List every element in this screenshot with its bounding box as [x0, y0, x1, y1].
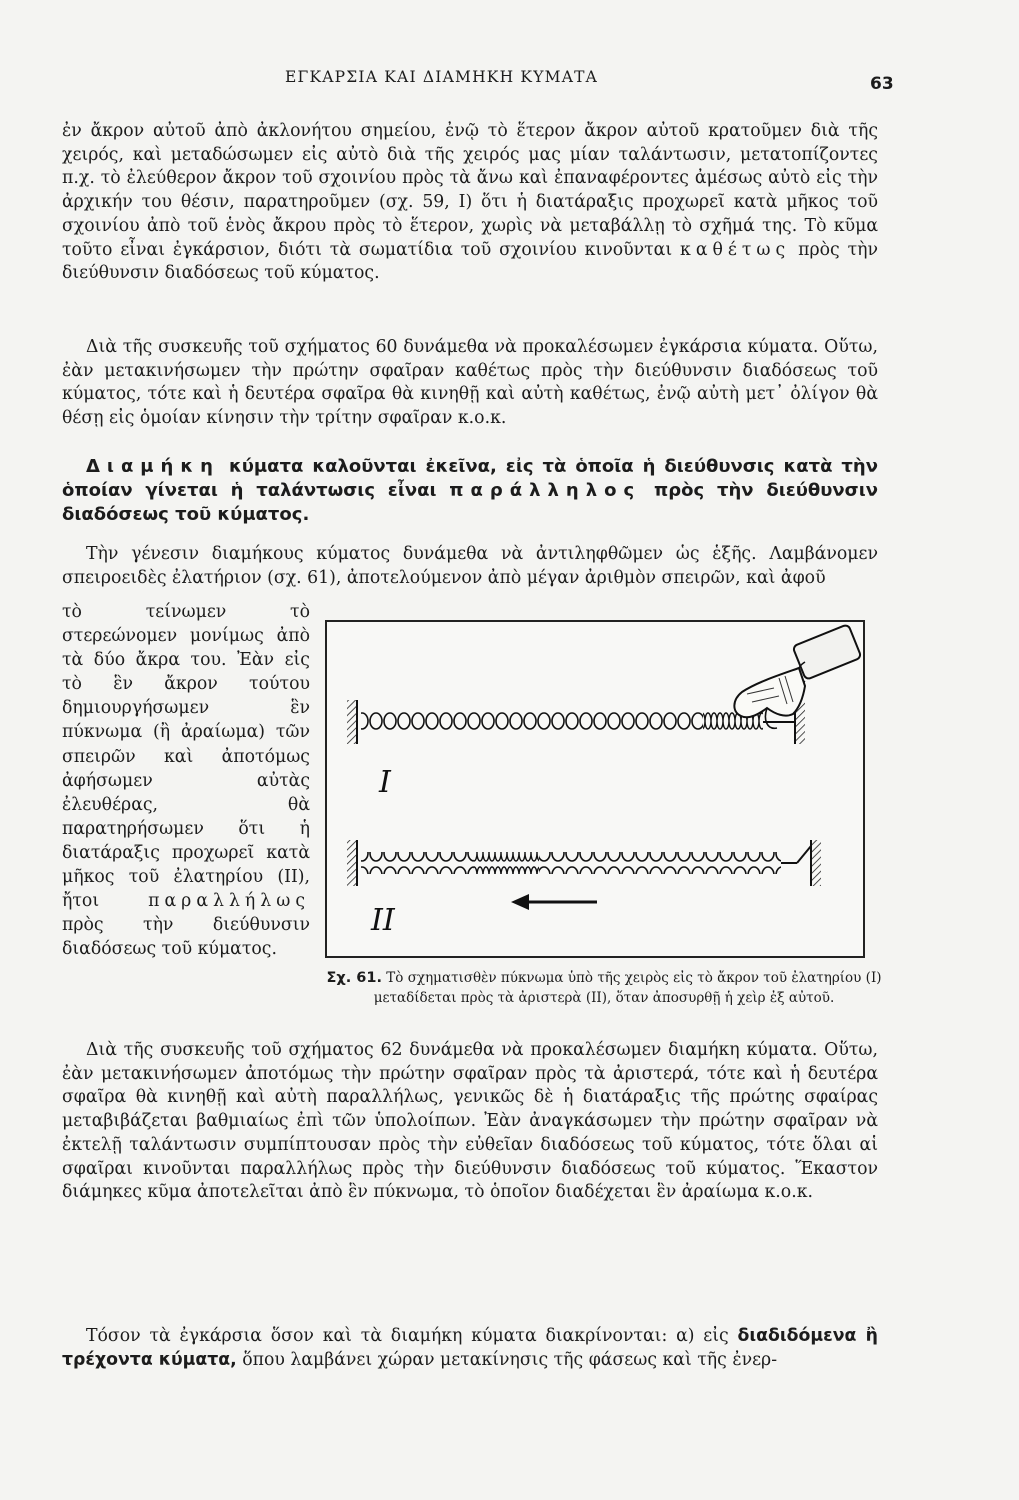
p5-text-a: Τόσον τὰ ἐγκάρσια ὅσον καὶ τὰ διαμήκη κύματα διακρίνονται: α) εἰς: [86, 1326, 729, 1346]
paragraph-transverse-rope: [62, 120, 878, 286]
caption-text: Τὸ σχηματισθὲν πύκνωμα ὑπὸ τῆς χειρὸς εἰς τὸ ἄκρον τοῦ ἐλατηρίου (Ι) μεταδίδεται πρὸς τὰ ἀριστερὰ (ΙΙ), ὅταν ἀποσυρθῇ ἡ χεὶρ ἐξ αὐτοῦ.: [373, 970, 882, 1006]
label-two: II: [371, 903, 395, 938]
col-text-a: τὸ τείνωμεν τὸ στερεώνομεν μονίμως ἀπὸ τὰ δύο ἄκρα του. Ἐὰν εἰς τὸ ἓν ἄκρον τούτου δημιουργήσωμεν ἓν πύκνωμα (ἢ ἀραίωμα) τῶν σπειρῶν καὶ ἀποτόμως ἀφήσωμεν αὐτὰς ἐλευθέρας, θὰ παρατηρήσωμεν ὅτι ἡ διατάραξις προχωρεῖ κατὰ μῆκος τοῦ ἐλατηρίου (ΙΙ), ἤτοι: [62, 602, 310, 912]
p4-text: Διὰ τῆς συσκευῆς τοῦ σχήματος 62 δυνάμεθα νὰ προκαλέσωμεν διαμήκη κύματα. Οὕτω, ἐὰν μετακινήσωμεν ἀποτόμως τὴν πρώτην σφαῖραν πρὸς τὰ ἀριστερά, τότε καὶ ἡ δευτέρα σφαῖρα θὰ κινηθῇ καὶ αὐτὴ παραλλήλως, γενικῶς δὲ ἡ διατάραξις τῆς πρώτης σφαίρας μεταβιβάζεται βαθμιαίως ἐπὶ τῶν ὑπολοίπων. Ἐὰν ἀναγκάσωμεν τὴν πρώτην σφαῖραν νὰ ἐκτελῇ ταλάντωσιν συμπίπτουσαν πρὸς τὴν εὐθεῖαν διαδόσεως τοῦ κύματος, τότε ὅλαι αἱ σφαῖραι κινοῦνται παραλλήλως πρὸς τὴν διεύθυνσιν διαδόσεως τοῦ κύματος. Ἕκαστον διάμηκες κῦμα ἀποτελεῖται ἀπὸ ἓν πύκνωμα, τὸ ὁποῖον διαδέχεται ἓν ἀραίωμα κ.ο.κ.: [62, 1040, 878, 1203]
p2-text: Διὰ τῆς συσκευῆς τοῦ σχήματος 60 δυνάμεθα νὰ προκαλέσωμεν ἐγκάρσια κύματα. Οὕτω, ἐὰν μετακινήσωμεν τὴν πρώτην σφαῖραν καθέτως πρὸς τὴν διεύθυνσιν διαδόσεως τοῦ κύματος, τότε καὶ ἡ δευτέρα σφαῖρα θὰ κινηθῇ καὶ αὐτὴ καθέτως, ἐνῷ αὐτὴ μετ᾽ ὀλίγον θὰ θέσῃ εἰς ὁμοίαν κίνησιν τὴν τρίτην σφαῖραν κ.ο.κ.: [62, 337, 878, 429]
col-text-b: πρὸς τὴν διεύθυνσιν διαδόσεως τοῦ κύματος.: [62, 915, 310, 960]
definition-text-a: κύματα καλοῦνται ἐκεῖνα, εἰς τὰ ὁποῖα ἡ διεύθυνσις κατὰ τὴν ὁποίαν γίνεται ἡ ταλάντωσις εἶναι: [62, 456, 878, 501]
page-number: 63: [870, 74, 894, 94]
definition-text-b: πρὸς τὴν διεύθυνσιν διαδόσεως τοῦ κύματος.: [62, 480, 878, 525]
figure-caption: [326, 968, 882, 1008]
definition-spaced-word: παράλληλος: [449, 480, 642, 501]
definition-term: Διαμήκη: [86, 456, 220, 477]
label-one: I: [379, 765, 391, 800]
paragraph-transverse-device: [62, 336, 878, 431]
p5-text-b: ὅπου λαμβάνει χώραν μετακίνησις τῆς φάσεως καὶ τῆς ἐνερ-: [242, 1349, 778, 1370]
p1-spaced-word: καθέτως: [680, 239, 791, 260]
caption-number: Σχ. 61.: [326, 970, 382, 986]
p1-text-a: ἐν ἄκρον αὐτοῦ ἀπὸ ἀκλονήτου σημείου, ἐνῷ τὸ ἕτερον ἄκρον αὐτοῦ κρατοῦμεν διὰ τῆς χειρός, καὶ μεταδώσωμεν εἰς αὐτὸ διὰ τῆς χειρός μας μίαν ταλάντωσιν, μετατοπίζοντες π.χ. τὸ ἐλεύθερον ἄκρον τοῦ σχοινίου πρὸς τὰ ἄνω καὶ ἐπαναφέροντες ἀμέσως αὐτὸ εἰς τὴν ἀρχικήν του θέσιν, παρατηροῦμεν (σχ. 59, Ι) ὅτι ἡ διατάραξις προχωρεῖ κατὰ μῆκος τοῦ σχοινίου ἀπὸ τοῦ ἑνὸς ἄκρου πρὸς τὸ ἕτερον, χωρὶς νὰ μεταβάλλῃ τὸ σχῆμά της. Τὸ κῦμα τοῦτο εἶναι ἐγκάρσιον, διότι τὰ σωματίδια τοῦ σχοινίου κινοῦνται: [62, 121, 878, 260]
spring-two: [347, 840, 821, 886]
col-spaced-word: παραλλήλως: [148, 891, 310, 912]
figure-61: [325, 620, 865, 958]
paragraph-traveling-waves: [62, 1325, 878, 1372]
p3-text: Τὴν γένεσιν διαμήκους κύματος δυνάμεθα νὰ ἀντιληφθῶμεν ὡς ἑξῆς. Λαμβάνομεν σπειροειδὲς ἐλατήριον (σχ. 61), ἀποτελούμενον ἀπὸ μέγαν ἀριθμὸν σπειρῶν, καὶ ἀφοῦ: [62, 544, 878, 588]
paragraph-spring-intro: [62, 543, 878, 590]
running-header: [0, 68, 1019, 98]
p1-text-b: πρὸς τὴν διεύθυνσιν διαδόσεως τοῦ κύματος.: [62, 239, 878, 284]
spring-illustration: [327, 622, 863, 956]
p5-bold: διαδιδόμενα ἢ τρέχοντα κύματα,: [62, 1326, 878, 1370]
side-column-text: [62, 600, 310, 961]
header-title: ΕΓΚΑΡΣΙΑ ΚΑΙ ΔΙΑΜΗΚΗ ΚΥΜΑΤΑ: [285, 68, 599, 86]
definition-longitudinal: [62, 455, 878, 527]
paragraph-longitudinal-device: [62, 1039, 878, 1205]
